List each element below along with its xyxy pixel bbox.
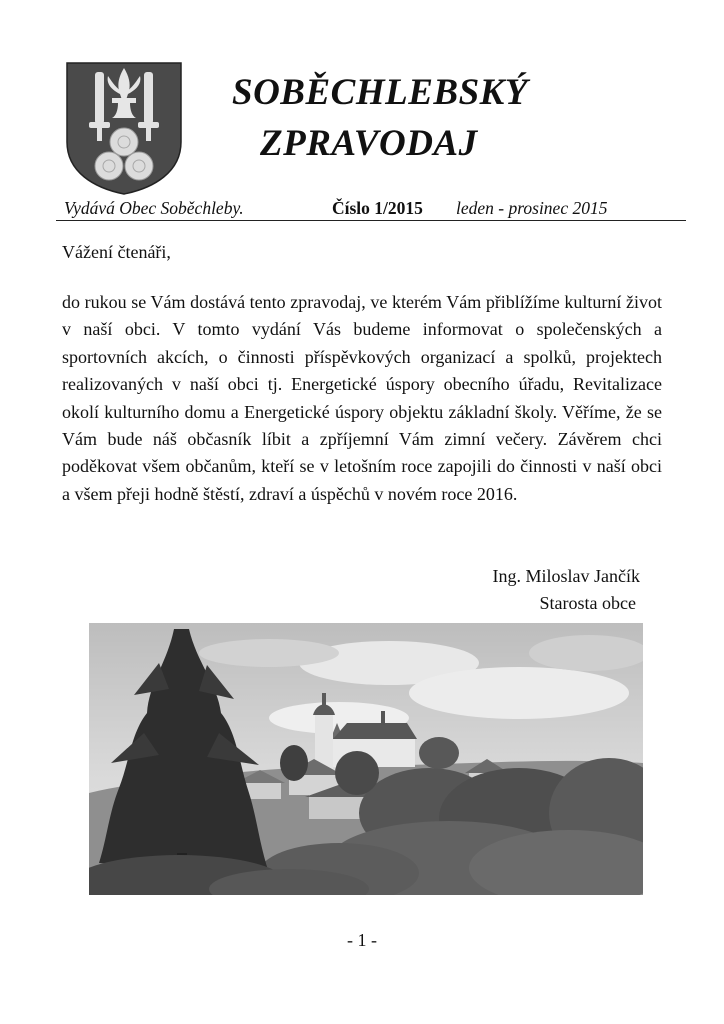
letter-salutation: Vážení čtenáři, — [62, 242, 171, 262]
coat-of-arms-icon — [64, 60, 184, 196]
signature-role: Starosta obce — [539, 593, 636, 613]
letter-body: do rukou se Vám dostává tento zpravodaj, ve kterém Vám přiblížíme kulturní život v naší obci. V tomto vydání Vás budeme informovat o společenských a sportovních akcích, o činnosti příspěvkových organizací a spolků, projektech realizovaných v naší obci tj. Energetické úspory obecního úřadu, Revitalizace okolí kulturního domu a Energetické úspory objektu základní školy. Věříme, že se Vám bude náš občasník líbit a zpříjemní Vám zimní večery. Závěrem chci poděkovat všem občanům, kteří se v letošním roce zapojili do činnosti v naší obci a všem přeji hodně štěstí, zdraví a úspěchů v novém roce 2016. — [62, 292, 662, 504]
newsletter-title-line2: ZPRAVODAJ — [260, 123, 478, 164]
signature-name: Ing. Miloslav Jančík — [492, 566, 640, 586]
letter-signature — [493, 563, 640, 617]
issue-period: leden - prosinec 2015 — [456, 198, 608, 218]
header-divider — [56, 220, 686, 221]
publisher-text: Vydává Obec Soběchleby. — [64, 198, 244, 218]
newsletter-title-line1: SOBĚCHLEBSKÝ — [232, 72, 528, 113]
village-photo — [89, 623, 643, 895]
masthead — [64, 198, 638, 220]
issue-number: Číslo 1/2015 — [332, 198, 423, 218]
page-number: - 1 - — [347, 930, 377, 950]
